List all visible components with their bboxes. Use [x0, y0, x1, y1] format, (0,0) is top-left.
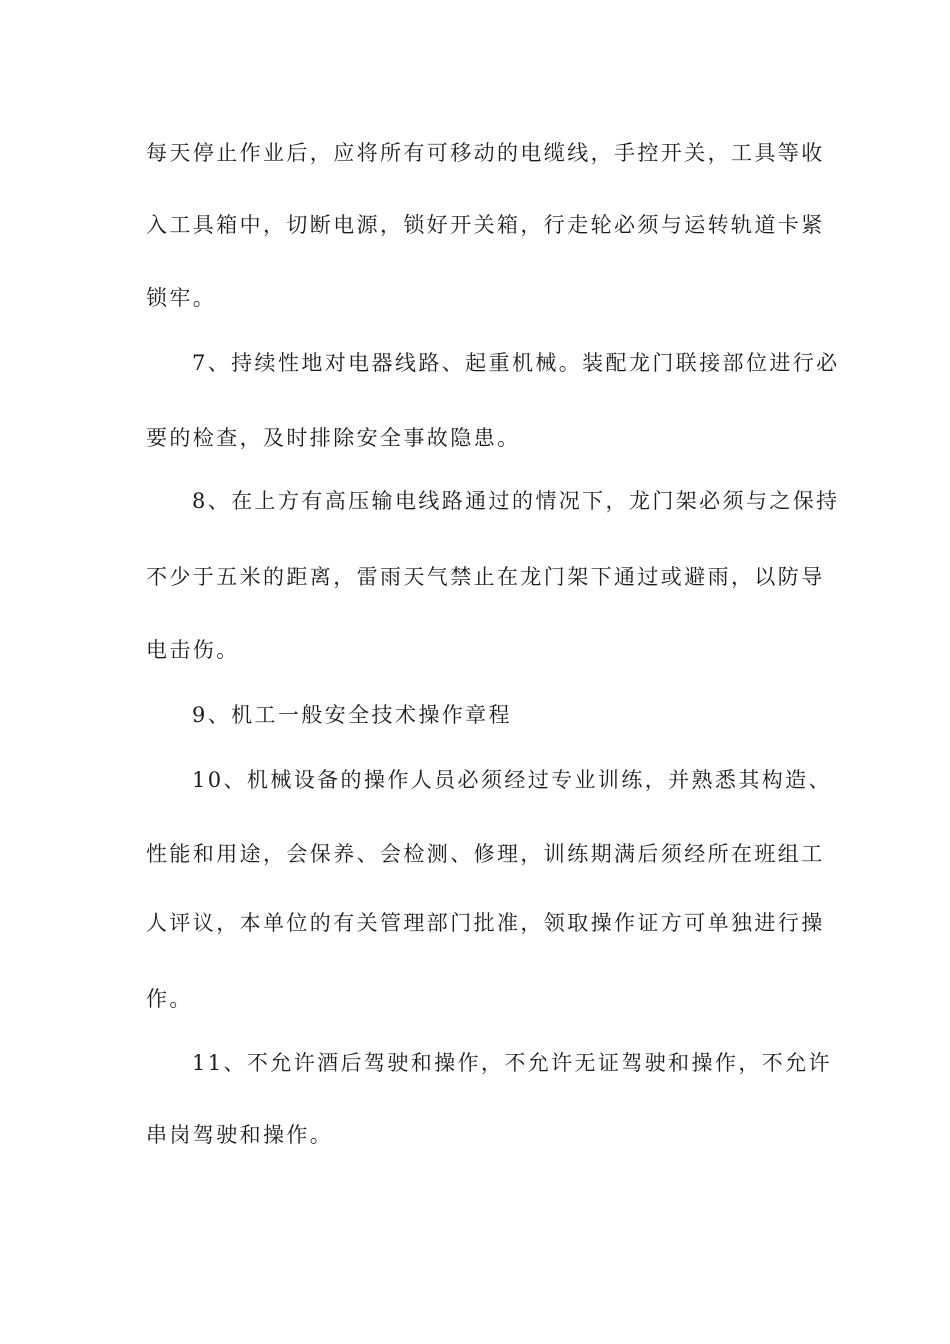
text-line: 人评议，本单位的有关管理部门批准，领取操作证方可单独进行操: [146, 911, 825, 935]
paragraph-start-item-10: 10、机械设备的操作人员必须经过专业训练，并熟悉其构造、: [192, 768, 832, 792]
paragraph-start-item-7: 7、持续性地对电器线路、起重机械。装配龙门联接部位进行必: [192, 351, 840, 375]
text-line: 作。: [146, 987, 193, 1011]
text-line: 每天停止作业后，应将所有可移动的电缆线，手控开关，工具等收: [146, 141, 825, 165]
text-line: 不少于五米的距离，雷雨天气禁止在龙门架下通过或避雨，以防导: [146, 565, 825, 589]
text-line: 要的检查，及时排除安全事故隐患。: [146, 426, 521, 450]
text-line: 电击伤。: [146, 638, 240, 662]
paragraph-start-item-9: 9、机工一般安全技术操作章程: [192, 703, 512, 727]
paragraph-start-item-8: 8、在上方有高压输电线路通过的情况下，龙门架必须与之保持: [192, 489, 840, 513]
text-line: 入工具箱中，切断电源，锁好开关箱，行走轮必须与运转轨道卡紧: [146, 213, 825, 237]
text-line: 锁牢。: [146, 286, 217, 310]
text-line: 性能和用途，会保养、会检测、修理，训练期满后须经所在班组工: [146, 842, 825, 866]
paragraph-start-item-11: 11、不允许酒后驾驶和操作，不允许无证驾驶和操作，不允许: [192, 1051, 832, 1075]
text-line: 串岗驾驶和操作。: [146, 1123, 334, 1147]
